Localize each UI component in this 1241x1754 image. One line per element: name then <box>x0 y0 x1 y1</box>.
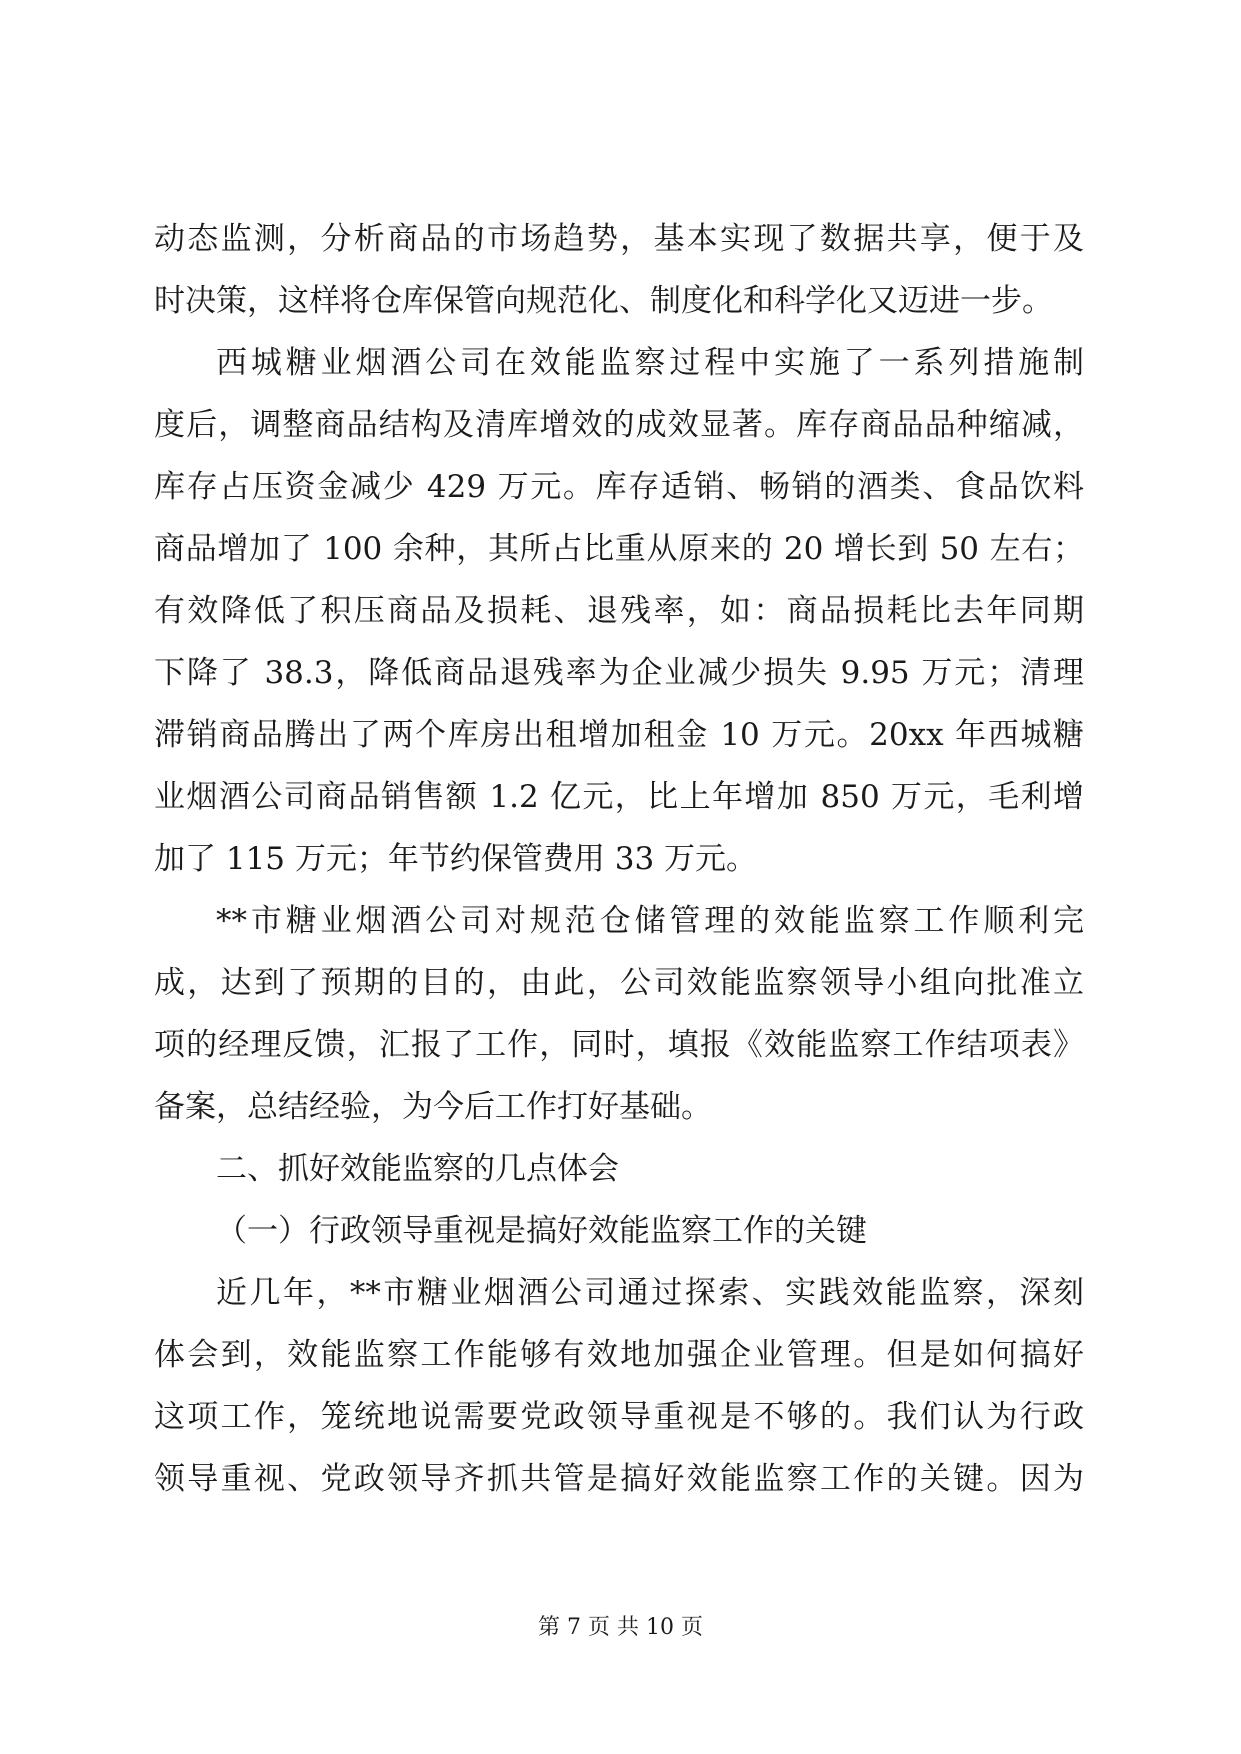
text-line: 西城糖业烟酒公司在效能监察过程中实施了一系列措施制 <box>216 345 1084 381</box>
text-line: 滞销商品腾出了两个库房出租增加租金 10 万元。20xx 年西城糖 <box>154 717 1084 753</box>
text-line: 备案，总结经验，为今后工作打好基础。 <box>154 1089 712 1125</box>
section-heading: 二、抓好效能监察的几点体会 <box>216 1151 619 1187</box>
text-line: **市糖业烟酒公司对规范仓储管理的效能监察工作顺利完 <box>216 903 1084 939</box>
document-body <box>154 208 1084 1510</box>
subsection-heading: （一）行政领导重视是搞好效能监察工作的关键 <box>216 1213 867 1249</box>
text-line: 这项工作，笼统地说需要党政领导重视是不够的。我们认为行政 <box>154 1399 1084 1435</box>
text-line: 时决策，这样将仓库保管向规范化、制度化和科学化又迈进一步。 <box>154 283 1053 319</box>
text-line: 加了 115 万元；年节约保管费用 33 万元。 <box>154 841 758 877</box>
text-line: 体会到，效能监察工作能够有效地加强企业管理。但是如何搞好 <box>154 1337 1084 1373</box>
page-number-footer: 第 7 页 共 10 页 <box>538 1615 703 1640</box>
text-line: 领导重视、党政领导齐抓共管是搞好效能监察工作的关键。因为 <box>154 1461 1084 1497</box>
text-line: 项的经理反馈，汇报了工作，同时，填报《效能监察工作结项表》 <box>154 1027 1084 1063</box>
text-line: 商品增加了 100 余种，其所占比重从原来的 20 增长到 50 左右； <box>154 531 1084 567</box>
text-line: 近几年，**市糖业烟酒公司通过探索、实践效能监察，深刻 <box>216 1275 1084 1311</box>
text-line: 有效降低了积压商品及损耗、退残率，如：商品损耗比去年同期 <box>154 593 1084 629</box>
text-line: 库存占压资金减少 429 万元。库存适销、畅销的酒类、食品饮料 <box>154 469 1084 505</box>
text-line: 成，达到了预期的目的，由此，公司效能监察领导小组向批准立 <box>154 965 1084 1001</box>
text-line: 业烟酒公司商品销售额 1.2 亿元，比上年增加 850 万元，毛利增 <box>154 779 1084 815</box>
text-line: 动态监测，分析商品的市场趋势，基本实现了数据共享，便于及 <box>154 221 1084 257</box>
text-line: 度后，调整商品结构及清库增效的成效显著。库存商品品种缩减， <box>154 407 1084 443</box>
text-line: 下降了 38.3，降低商品退残率为企业减少损失 9.95 万元；清理 <box>154 655 1084 691</box>
